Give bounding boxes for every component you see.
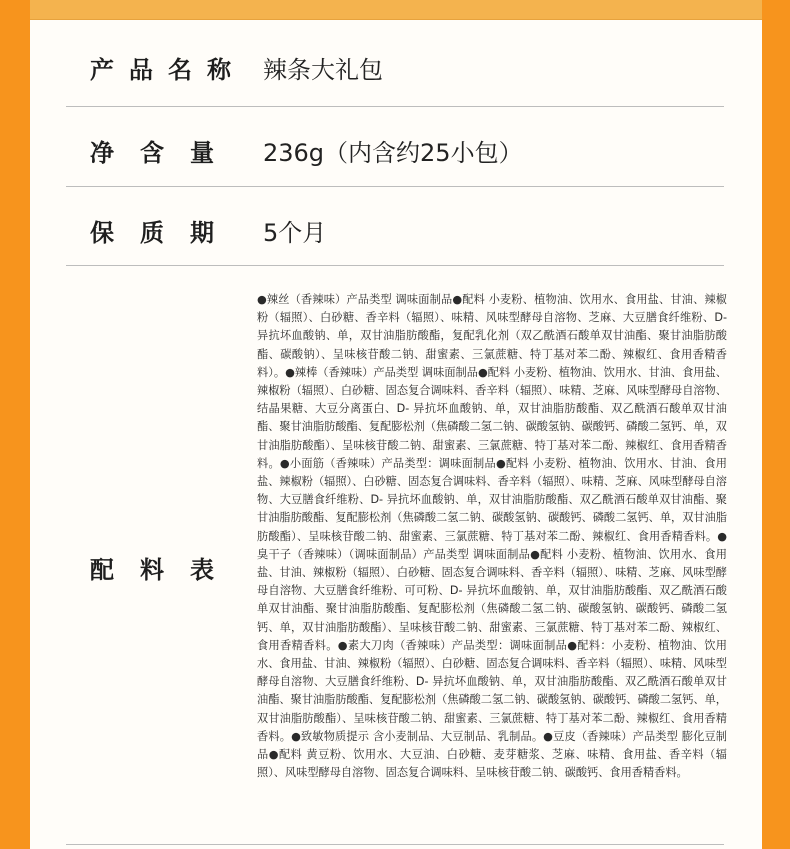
top-color-band <box>30 0 762 20</box>
ingredients-row <box>66 266 727 845</box>
net-content-label: 净含量 <box>90 139 240 167</box>
ingredients-label: 配料表 <box>90 556 240 584</box>
net-content-row <box>66 107 724 187</box>
product-info-panel <box>30 20 762 849</box>
shelf-life-label: 保质期 <box>90 219 240 247</box>
ingredients-text: ●辣丝（香辣味）产品类型 调味面制品●配料 小麦粉、植物油、饮用水、食用盐、甘油、辣椒粉（辐照）、白砂糖、香辛料（辐照）、味精、风味型酵母自溶物、芝麻、大豆膳食纤维粉、D- 异抗坏血酸钠、单，双甘油脂肪酸酯，复配乳化剂（双乙酰酒石酸单双甘油酯、聚甘油脂肪酸酯、碳酸钠）、呈味核苷酸二钠、甜蜜素、三氯蔗糖、特丁基对苯二酚、辣椒红、食用香精香料）。●辣棒（香辣味）产品类型 调味面制品●配料 小麦粉、植物油、饮用水、甘油、食用盐、辣椒粉（辐照）、白砂糖、固态复合调味料、香辛料（辐照）、味精、芝麻、风味型酵母自溶物、结晶果糖、大豆分离蛋白、D- 异抗坏血酸钠、单，双甘油脂肪酸酯、双乙酰酒石酸单双甘油酯、聚甘油脂肪酸酯、复配膨松剂（焦磷酸二氢二钠、碳酸氢钠、碳酸钙、磷酸二氢钙、单，双甘油脂肪酸酯）、呈味核苷酸二钠、甜蜜素、三氯蔗糖、特丁基对苯二酚、辣椒红、食用香精香料。●小面筋（香辣味）产品类型：调味面制品●配料 小麦粉、植物油、饮用水、甘油、食用盐、辣椒粉（辐照）、白砂糖、固态复合调味料、香辛料（辐照）、味精、芝麻、风味型酵母自溶物、大豆膳食纤维粉、D- 异抗坏血酸钠、单，双甘油脂肪酸酯、双乙酰酒石酸单双甘油酯、聚甘油脂肪酸酯、复配膨松剂（焦磷酸二氢二钠、碳酸氢钠、碳酸钙、磷酸二氢钙、单，双甘油脂肪酸酯）、呈味核苷酸二钠、甜蜜素、三氯蔗糖、特丁基对苯二酚、辣椒红、食用香精香料。●臭干子（香辣味）（调味面制品）产品类型 调味面制品●配料 小麦粉、植物油、饮用水、食用盐、甘油、辣椒粉（辐照）、白砂糖、固态复合调味料、香辛料（辐照）、味精、芝麻、风味型酵母自溶物、大豆膳食纤维粉、可可粉、D- 异抗坏血酸钠、单，双甘油脂肪酸酯、双乙酰酒石酸单双甘油酯、聚甘油脂肪酸酯、复配膨松剂（焦磷酸二氢二钠、碳酸氢钠、碳酸钙、磷酸二氢钙、单，双甘油脂肪酸酯）、呈味核苷酸二钠、甜蜜素、三氯蔗糖、特丁基对苯二酚、辣椒红、食用香精香料。●素大刀肉（香辣味）产品类型：调味面制品●配料：小麦粉、植物油、饮用水、食用盐、甘油、辣椒粉（辐照）、白砂糖、固态复合调味料、香辛料（辐照）、味精、风味型酵母自溶物、大豆膳食纤维粉、D- 异抗坏血酸钠、单，双甘油脂肪酸酯、双乙酰酒石酸单双甘油酯、聚甘油脂肪酸酯、复配膨松剂（焦磷酸二氢二钠、碳酸氢钠、碳酸钙、磷酸二氢钙、单，双甘油脂肪酸酯）、呈味核苷酸二钠、甜蜜素、三氯蔗糖、特丁基对苯二酚、辣椒红、食用香精香料。●致敏物质提示 含小麦制品、大豆制品、乳制品。●豆皮（香辣味）产品类型 膨化豆制品●配料 黄豆粉、饮用水、大豆油、白砂糖、麦芽糖浆、芝麻、味精、食用盐、香辛料（辐照）、风味型酵母自溶物、固态复合调味料、呈味核苷酸二钠、碳酸钙、食用香精香料。 <box>257 293 727 780</box>
shelf-life-value: 5个月 <box>263 219 327 247</box>
net-content-value: 236g（内含约25小包） <box>263 139 523 167</box>
product-name-label: 产品名称 <box>90 56 246 84</box>
product-name-row <box>66 20 724 107</box>
shelf-life-row <box>66 187 724 266</box>
product-name-value: 辣条大礼包 <box>263 56 383 84</box>
